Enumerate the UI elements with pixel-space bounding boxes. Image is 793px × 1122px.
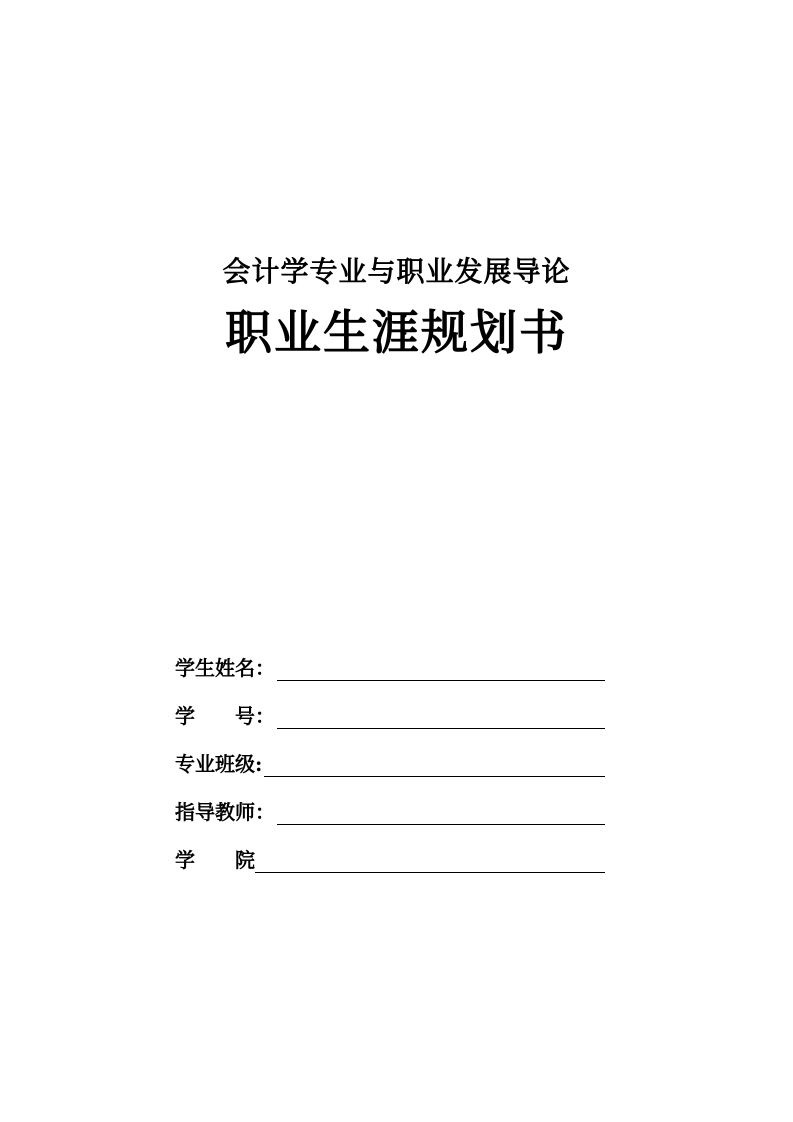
field-row-student-id xyxy=(175,681,605,729)
student-name-label: 学生姓名： xyxy=(175,656,275,680)
field-row-student-name xyxy=(175,633,605,681)
field-row-advisor xyxy=(175,777,605,825)
advisor-input[interactable] xyxy=(277,798,605,825)
advisor-label: 指导教师： xyxy=(175,800,275,824)
major-class-input[interactable] xyxy=(264,750,605,777)
student-name-input[interactable] xyxy=(277,654,605,681)
field-row-college xyxy=(175,825,605,873)
student-id-label: 学 号： xyxy=(175,704,275,728)
fields-section xyxy=(175,633,605,873)
document-subtitle: 会计学专业与职业发展导论 xyxy=(222,255,571,288)
field-row-major-class xyxy=(175,729,605,777)
major-class-label: 专业班级: xyxy=(175,752,263,776)
title-block xyxy=(0,255,793,361)
page-title: 职业生涯规划书 xyxy=(225,305,568,361)
college-input[interactable] xyxy=(255,846,605,873)
college-label: 学 院 xyxy=(175,848,255,872)
student-id-input[interactable] xyxy=(277,702,605,729)
